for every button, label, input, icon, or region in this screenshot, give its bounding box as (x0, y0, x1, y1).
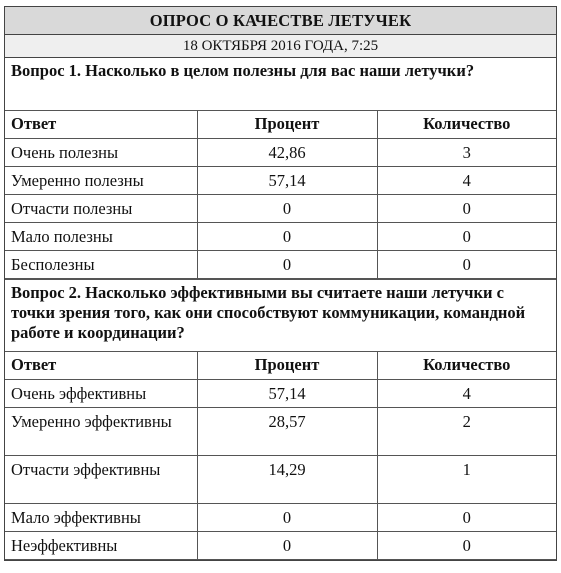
count-cell: 3 (377, 138, 556, 166)
answer-cell: Мало полезны (5, 222, 197, 250)
table-row (5, 194, 556, 222)
table-row (5, 531, 556, 559)
answer-cell: Неэффективны (5, 531, 197, 559)
percent-cell: 57,14 (197, 379, 377, 407)
percent-cell: 0 (197, 531, 377, 559)
report-title: ОПРОС О КАЧЕСТВЕ ЛЕТУЧЕК (5, 7, 556, 35)
answer-cell: Умеренно эффективны (5, 407, 197, 455)
table-row (5, 379, 556, 407)
table-header-row (5, 351, 556, 379)
table-row (5, 250, 556, 278)
column-header-answer: Ответ (5, 110, 197, 138)
count-cell: 2 (377, 407, 556, 455)
percent-cell: 0 (197, 194, 377, 222)
percent-cell: 28,57 (197, 407, 377, 455)
count-cell: 0 (377, 194, 556, 222)
count-cell: 0 (377, 531, 556, 559)
column-header-count: Количество (377, 351, 556, 379)
count-cell: 4 (377, 166, 556, 194)
count-cell: 4 (377, 379, 556, 407)
count-cell: 1 (377, 455, 556, 503)
question-1-table (5, 58, 556, 279)
percent-cell: 57,14 (197, 166, 377, 194)
column-header-percent: Процент (197, 351, 377, 379)
survey-report (4, 6, 557, 561)
answer-cell: Очень полезны (5, 138, 197, 166)
table-row (5, 138, 556, 166)
answer-cell: Бесполезны (5, 250, 197, 278)
table-row (5, 407, 556, 455)
table-row (5, 455, 556, 503)
column-header-count: Количество (377, 110, 556, 138)
percent-cell: 14,29 (197, 455, 377, 503)
column-header-answer: Ответ (5, 351, 197, 379)
question-2-text: Вопрос 2. Насколько эффективными вы считаете наши летучки с точки зрения того, как они способствуют коммуникации, командной работе и координации? (5, 279, 556, 351)
table-row (5, 503, 556, 531)
table-row (5, 222, 556, 250)
column-header-percent: Процент (197, 110, 377, 138)
percent-cell: 42,86 (197, 138, 377, 166)
count-cell: 0 (377, 250, 556, 278)
percent-cell: 0 (197, 503, 377, 531)
report-date: 18 ОКТЯБРЯ 2016 ГОДА, 7:25 (5, 35, 556, 58)
table-row (5, 166, 556, 194)
question-1-text: Вопрос 1. Насколько в целом полезны для вас наши летучки? (5, 58, 556, 110)
answer-cell: Отчасти полезны (5, 194, 197, 222)
answer-cell: Умеренно полезны (5, 166, 197, 194)
answer-cell: Мало эффективны (5, 503, 197, 531)
percent-cell: 0 (197, 250, 377, 278)
question-2-table (5, 279, 556, 560)
count-cell: 0 (377, 222, 556, 250)
answer-cell: Отчасти эффективны (5, 455, 197, 503)
table-header-row (5, 110, 556, 138)
answer-cell: Очень эффективны (5, 379, 197, 407)
percent-cell: 0 (197, 222, 377, 250)
count-cell: 0 (377, 503, 556, 531)
